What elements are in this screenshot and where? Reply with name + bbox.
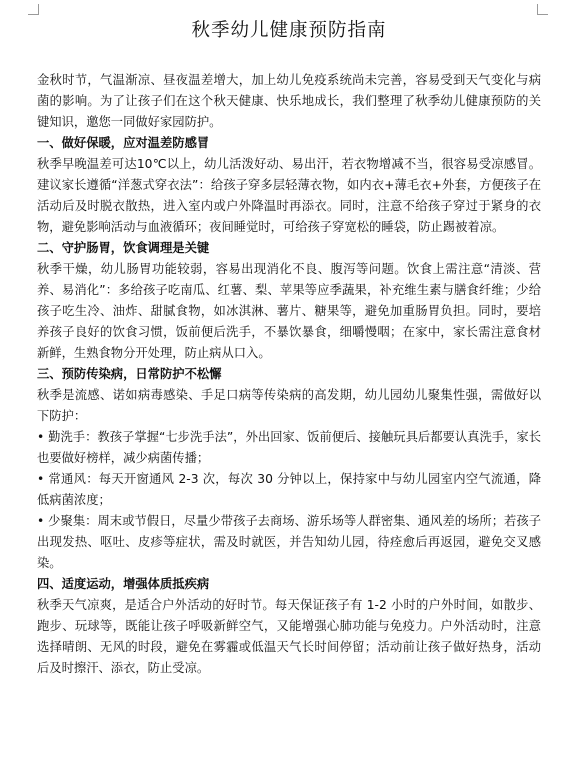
section-3-body: 秋季是流感、诺如病毒感染、手足口病等传染病的高发期，幼儿园幼儿聚集性强，需做好以下防护： xyxy=(37,388,541,423)
section-2-heading: 二、守护肠胃，饮食调理是关键 xyxy=(37,241,210,255)
section-1-body: 秋季早晚温差可达10℃以上，幼儿活泼好动、易出汗，若衣物增减不当，很容易受凉感冒。建议家长遵循“洋葱式穿衣法”：给孩子穿多层轻薄衣物，如内衣+薄毛衣+外套，方便孩子在活动后及时脱衣散热，进入室内或户外降温时再添衣。同时，注意不给孩子穿过于紧身的衣物，避免影响活动与血液循环；夜间睡觉时，可给孩子穿宽松的睡袋，防止踢被着凉。 xyxy=(37,157,541,234)
section-1-heading: 一、做好保暖，应对温差防感冒 xyxy=(37,136,210,150)
section-3-bullet-handwash: • 勤洗手：教孩子掌握“七步洗手法”，外出回家、饭前便后、接触玩具后都要认真洗手，家长也要做好榜样，减少病菌传播； xyxy=(37,430,541,465)
intro-paragraph: 金秋时节，气温渐凉、昼夜温差增大，加上幼儿免疫系统尚未完善，容易受到天气变化与病菌的影响。为了让孩子们在这个秋天健康、快乐地成长，我们整理了秋季幼儿健康预防的关键知识，邀您一同做好家园防护。 xyxy=(37,73,541,129)
document-page xyxy=(37,18,541,679)
page-corner-mark-left xyxy=(28,4,39,15)
section-3-heading: 三、预防传染病，日常防护不松懈 xyxy=(37,367,222,381)
section-4-heading: 四、适度运动，增强体质抵疾病 xyxy=(37,577,210,591)
section-4-body: 秋季天气凉爽，是适合户外活动的好时节。每天保证孩子有 1-2 小时的户外时间，如散步、跑步、玩球等，既能让孩子呼吸新鲜空气，又能增强心肺功能与免疫力。户外活动时，注意选择晴朗、无风的时段，避免在雾霾或低温天气长时间停留；活动前让孩子做好热身，活动后及时擦汗、添衣，防止受凉。 xyxy=(37,598,541,675)
section-3-bullet-ventilation: • 常通风：每天开窗通风 2-3 次，每次 30 分钟以上，保持家中与幼儿园室内空气流通，降低病菌浓度； xyxy=(37,472,541,507)
section-3-bullet-gathering: • 少聚集：周末或节假日，尽量少带孩子去商场、游乐场等人群密集、通风差的场所；若孩子出现发热、呕吐、皮疹等症状，需及时就医，并告知幼儿园，待痊愈后再返园，避免交叉感染。 xyxy=(37,514,541,570)
document-title: 秋季幼儿健康预防指南 xyxy=(191,20,387,41)
section-2-body: 秋季干燥，幼儿肠胃功能较弱，容易出现消化不良、腹泻等问题。饮食上需注意“清淡、营养、易消化”：多给孩子吃南瓜、红薯、梨、苹果等应季蔬果，补充维生素与膳食纤维；少给孩子吃生冷、油炸、甜腻食物，如冰淇淋、薯片、糖果等，避免加重肠胃负担。同时，要培养孩子良好的饮食习惯，饭前便后洗手，不暴饮暴食，细嚼慢咽；在家中，家长需注意食材新鲜，生熟食物分开处理，防止病从口入。 xyxy=(37,262,541,360)
page-corner-mark-right xyxy=(537,4,548,15)
